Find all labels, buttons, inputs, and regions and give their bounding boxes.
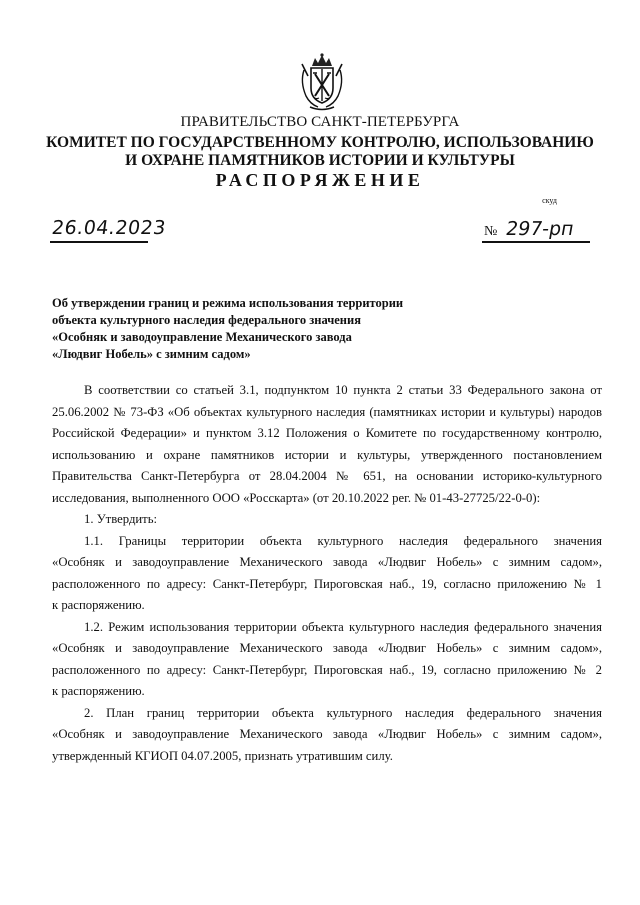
subject-line: Об утверждении границ и режима использования территории <box>52 296 404 310</box>
committee-name-line-1: КОМИТЕТ ПО ГОСУДАРСТВЕННОМУ КОНТРОЛЮ, ИСПОЛЬЗОВАНИЮ <box>46 134 594 151</box>
committee-name-line-2: И ОХРАНЕ ПАМЯТНИКОВ ИСТОРИИ И КУЛЬТУРЫ <box>125 152 515 169</box>
body-text-line: расположенного по адресу: Санкт-Петербург, Пироговская наб., 19, согласно приложению № 1 <box>52 576 602 591</box>
date-underline <box>50 241 148 243</box>
document-number: 297-рп <box>504 218 576 240</box>
document-type-heading: РАСПОРЯЖЕНИЕ <box>215 170 425 190</box>
body-text-line: «Особняк и заводоуправление Механического завода «Людвиг Нобель» с зимним садом», <box>52 641 602 655</box>
body-text-line: «Особняк и заводоуправление Механического завода «Людвиг Нобель» с зимним садом», <box>52 555 602 569</box>
coat-of-arms-emblem <box>298 52 346 112</box>
subject-line: «Особняк и заводоуправление Механического завода <box>52 330 352 344</box>
body-text-line: 1.1. Границы территории объекта культурного наследия федерального значения <box>84 533 602 548</box>
subject-line: объекта культурного наследия федерального значения <box>52 313 361 327</box>
document-subject <box>52 295 452 363</box>
body-text-line: Российской Федерации» и пунктом 3.12 Положения о Комитете по государственному контролю, <box>52 426 602 440</box>
document-number-prefix: № <box>484 224 498 239</box>
document-date: 26.04.2023 <box>50 217 168 239</box>
body-text-line: 1.2. Режим использования территории объекта культурного наследия федерального значения <box>84 619 602 634</box>
body-text-line: исследования, выполненного ООО «Росскарта» (от 20.10.2022 рег. № 01-43-27725/22-0-0): <box>52 490 541 505</box>
body-text-line: 25.06.2002 № 73-ФЗ «Об объектах культурного наследия (памятниках истории и культуры) народов <box>52 404 602 419</box>
body-text-line: использованию и охране памятников истории и культуры, утвержденного постановлением <box>52 447 602 462</box>
document-body <box>52 380 602 767</box>
subject-line: «Людвиг Нобель» с зимним садом» <box>52 347 251 361</box>
government-name: ПРАВИТЕЛЬСТВО САНКТ-ПЕТЕРБУРГА <box>180 114 460 130</box>
body-text-line: Правительства Санкт-Петербурга от 28.04.2004 № 651, на основании историко-культурного <box>52 469 602 483</box>
body-text-line: к распоряжению. <box>52 684 145 698</box>
body-text-line: к распоряжению. <box>52 598 145 612</box>
body-text-line: «Особняк и заводоуправление Механического завода «Людвиг Нобель» с зимним садом», <box>52 727 602 741</box>
body-text-line: В соответствии со статьей 3.1, подпунктом 10 пункта 2 статьи 33 Федерального закона от <box>84 383 602 397</box>
body-text-line: утвержденный КГИОП 04.07.2005, признать утратившим силу. <box>52 748 393 763</box>
body-text-line: 2. План границ территории объекта культурного наследия федерального значения <box>84 705 602 720</box>
number-underline <box>482 241 590 243</box>
body-text-line: расположенного по адресу: Санкт-Петербург, Пироговская наб., 19, согласно приложению № 2 <box>52 662 602 677</box>
signature-note: скуд <box>542 196 557 205</box>
body-text-line: 1. Утвердить: <box>84 512 158 526</box>
